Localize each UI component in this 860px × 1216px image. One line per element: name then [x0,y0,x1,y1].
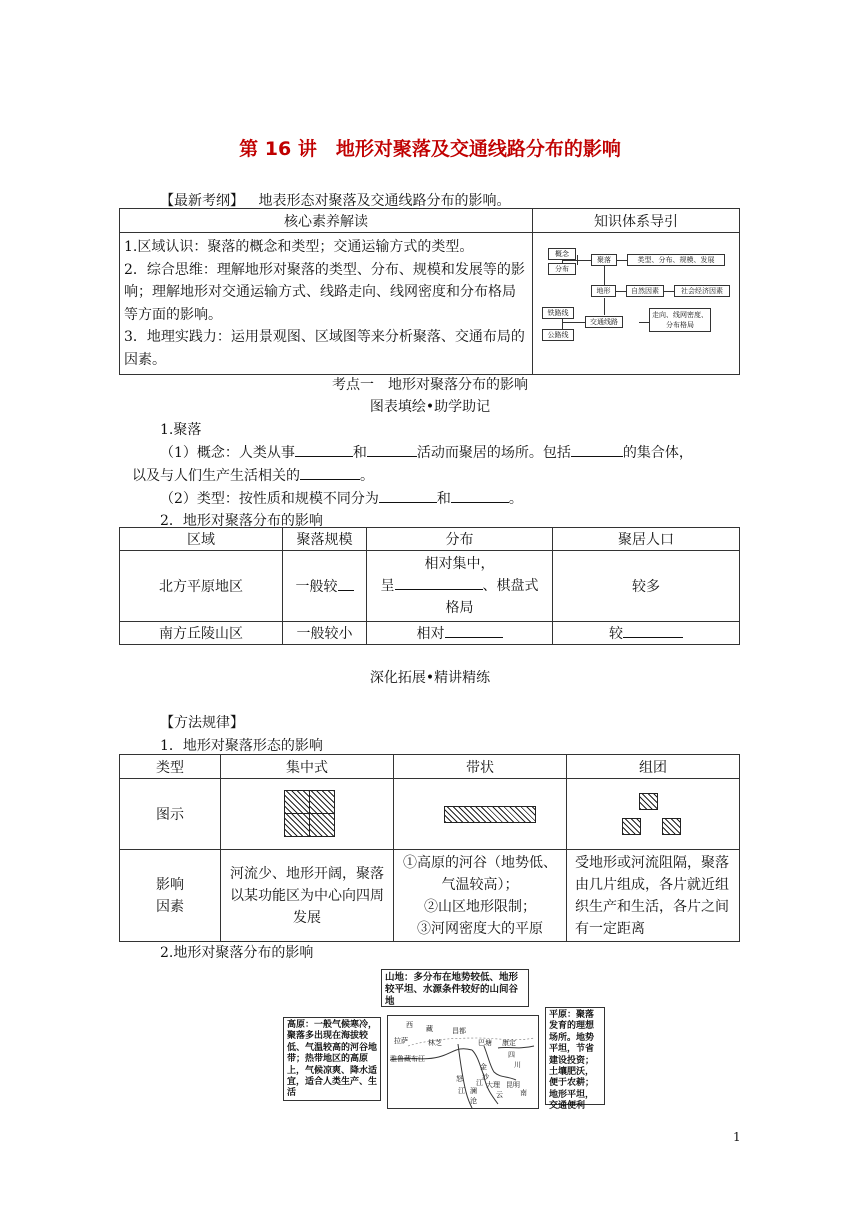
blank-8[interactable] [395,575,483,590]
dist-r2-scale: 一般较小 [283,622,367,645]
sec2-title: 2．地形对聚落分布的影响 [160,513,323,529]
node-fenbu: 分布 [548,263,576,275]
kaodian-heading: 考点一 地形对聚落分布的影响 [332,377,528,393]
method-label: 【方法规律】 [160,715,244,731]
core-point-3: 3．地理实践力：运用景观图、区域图等来分析聚落、交通布局的因素。 [124,329,525,368]
dist-header-pop: 聚居人口 [553,528,740,551]
form-zutuan-diagram-cell [567,779,740,850]
dist-r1-scale: 一般较 [283,551,367,622]
node-types: 类型、分布、规模、发展 [627,254,725,266]
dist-r2-dist: 相对 [367,622,553,645]
knowledge-diagram [533,236,737,372]
mountain-callout: 山地：多分布在地势较低、地形较平坦、水源条件较好的山间谷地 [381,969,529,1007]
form-row-diagram-label: 图示 [120,779,221,850]
core-point-1: 1.区域认识：聚落的概念和类型；交通运输方式的类型。 [124,239,474,255]
zutuan-block-1 [639,793,658,810]
blank-5[interactable] [379,488,437,503]
blank-7[interactable] [338,576,354,591]
page-title: 第 16 讲 地形对聚落及交通线路分布的影响 [239,138,621,160]
form-table [119,754,740,942]
blank-2[interactable] [367,442,417,457]
page-number: 1 [733,1130,741,1144]
kaodian-sub: 图表填绘•助学助记 [369,399,491,415]
form-zutuan-factor: 受地形或河流阻隔，聚落由几片组成，各片就近组织生产和生活，各片之间有一定距离 [567,850,740,942]
node-dixing: 地形 [591,285,616,297]
node-shehui: 社会经济因素 [674,285,730,297]
form-header-type: 类型 [120,755,221,779]
jizhong-block-3 [284,813,310,837]
blank-4[interactable] [300,465,360,480]
sec1-concept-line: （1）概念：人类从事 和 活动而聚居的场所。包括 的集合体， [160,442,693,462]
node-gainian: 概念 [548,248,576,260]
form-daizhuang-diagram-cell [394,779,567,850]
daizhuang-block [444,806,536,823]
blank-3[interactable] [571,442,623,457]
dist-r1-region: 北方平原地区 [120,551,283,622]
plain-callout: 平原：聚落发育的理想场所。地势平坦，节省建设投资；土壤肥沃，便于农耕；地形平坦，交通便利 [545,1007,605,1105]
dist-r2-region: 南方丘陵山区 [120,622,283,645]
blank-9[interactable] [445,623,503,638]
deepen-heading: 深化拓展•精讲精练 [369,670,491,686]
sec3-title: 1．地形对聚落形态的影响 [160,738,323,754]
outline-label: 【最新考纲】 [160,193,244,209]
node-ziran: 自然因素 [626,285,664,297]
outline-text: 地表形态对聚落及交通线路分布的影响。 [258,193,511,209]
form-jizhong-factor: 河流少、地形开阔，聚落以某功能区为中心向四周发展 [221,850,394,942]
dist-r2-pop: 较 [553,622,740,645]
dist-r1-pop: 较多 [553,551,740,622]
blank-1[interactable] [295,442,353,457]
core-left-header: 核心素养解读 [120,209,533,233]
blank-6[interactable] [451,488,509,503]
form-header-zutuan: 组团 [567,755,740,779]
node-juluo: 聚落 [591,254,617,266]
node-jiaotong: 交通线路 [585,316,623,328]
jizhong-block-4 [309,813,335,837]
form-header-daizhuang: 带状 [394,755,567,779]
form-header-jizhong: 集中式 [221,755,394,779]
sec1-type-line: （2）类型：按性质和规模不同分为 和 。 [160,488,523,508]
distribution-table [119,527,740,645]
core-table [119,208,740,375]
node-tielu: 铁路线 [542,307,574,319]
dist-header-dist: 分布 [367,528,553,551]
blank-10[interactable] [623,623,683,638]
zutuan-block-3 [662,818,681,835]
sec1-concept-line-2: 以及与人们生产生活相关的 。 [132,465,374,485]
sec4-title: 2.地形对聚落分布的影响 [160,945,314,961]
plateau-callout: 高原：一般气候寒冷，聚落多出现在海拔较低、气温较高的河谷地带；热带地区的高原上，气候凉爽、降水适宜，适合人类生产、生活 [283,1017,381,1101]
core-point-2: 2．综合思维：理解地形对聚落的类型、分布、规模和发展等的影响；理解地形对交通运输方式、线路走向、线网密度和分布格局等方面的影响。 [124,261,525,323]
zutuan-block-2 [622,818,641,835]
dist-r1-dist: 相对集中， 呈 、棋盘式 格局 [367,551,553,622]
sec1-title: 1.聚落 [160,422,202,438]
knowledge-diagram-cell [533,233,740,375]
settlement-map-figure [283,969,605,1112]
jizhong-block-2 [309,790,335,814]
map-frame: 西 藏 拉萨 林芝 昌都 巴塘 康定 四 川 雅鲁藏布江 金 沙 怒 江 澜 沧 江 大理 云 昆明 南 [387,1015,539,1109]
node-gonglu: 公路线 [542,329,574,341]
form-daizhuang-factor: ①高原的河谷（地势低、气温较高）； ②山区地形限制； ③河网密度大的平原 [394,850,567,942]
form-row-factor-label: 影响 因素 [120,850,221,942]
dist-header-scale: 聚落规模 [283,528,367,551]
outline-line [160,190,510,210]
jizhong-block-1 [284,790,310,814]
core-points [120,233,533,375]
node-zouxiang: 走向、线网密度、分布格局 [649,308,711,332]
form-jizhong-diagram-cell [221,779,394,850]
dist-header-region: 区域 [120,528,283,551]
core-right-header: 知识体系导引 [533,209,740,233]
